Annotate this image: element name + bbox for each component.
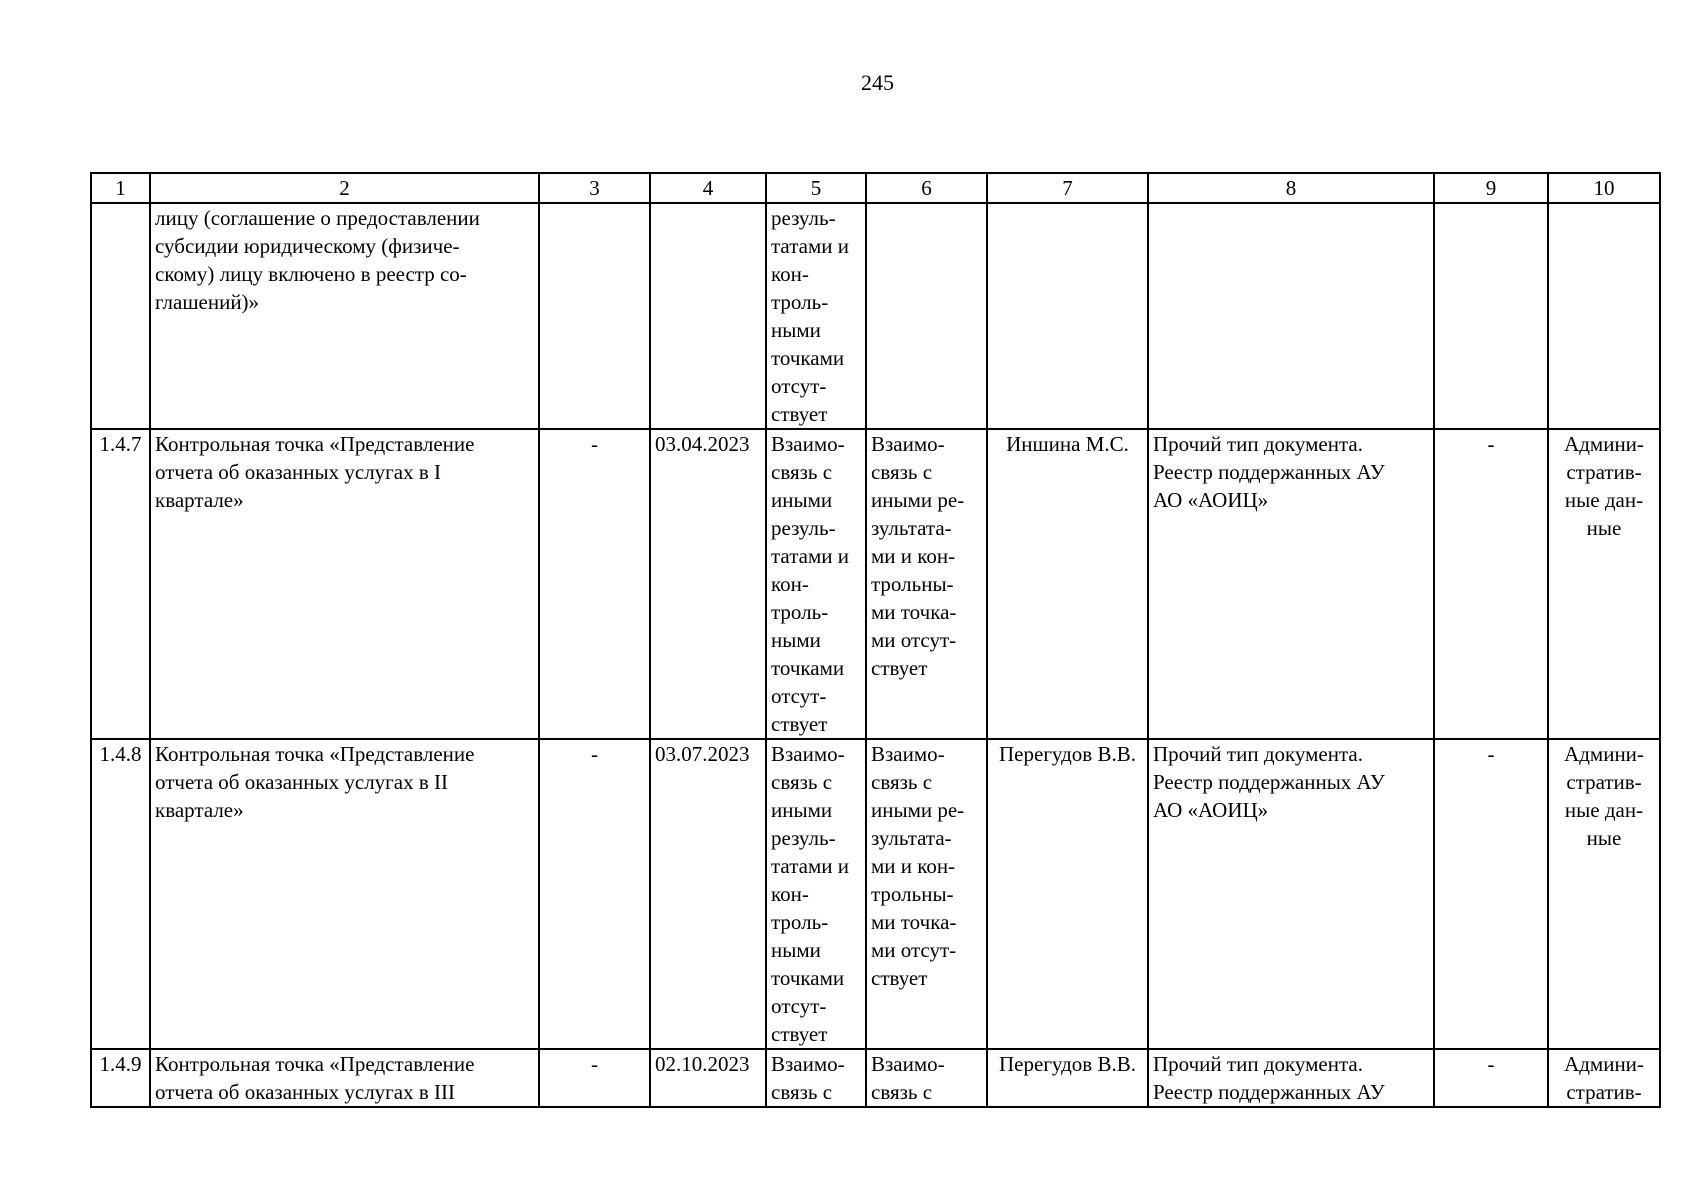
cell-text: - — [591, 742, 598, 766]
column-9-cell — [1434, 429, 1548, 739]
table-row — [91, 429, 1660, 739]
cell-text: 03.04.2023 — [655, 432, 750, 456]
relation-cell-2 — [866, 1049, 987, 1107]
column-3-cell — [539, 429, 650, 739]
description-cell — [150, 1049, 539, 1107]
relation-cell — [766, 429, 866, 739]
column-header-7: 7 — [987, 173, 1148, 203]
column-header-10: 10 — [1548, 173, 1660, 203]
column-3-cell — [539, 1049, 650, 1107]
cell-text: Иншина М.С. — [1006, 432, 1129, 456]
column-3-cell — [539, 203, 650, 429]
column-header-4: 4 — [650, 173, 766, 203]
cell-text: 02.10.2023 — [655, 1052, 750, 1076]
table-row — [91, 1049, 1660, 1107]
responsible-cell — [987, 203, 1148, 429]
column-header-3: 3 — [539, 173, 650, 203]
data-source-cell — [1548, 1049, 1660, 1107]
document-type-cell — [1148, 739, 1434, 1049]
relation-cell-2 — [866, 429, 987, 739]
description-cell — [150, 739, 539, 1049]
description-cell — [150, 429, 539, 739]
cell-text: резуль- татами и кон- троль- ными точками отсут- ствует — [771, 206, 849, 426]
date-cell — [650, 203, 766, 429]
relation-cell-2 — [866, 203, 987, 429]
cell-text: Админи- стратив- ные дан- ные — [1564, 432, 1644, 540]
cell-text: - — [1487, 432, 1495, 456]
document-type-cell — [1148, 203, 1434, 429]
row-number-cell — [91, 203, 150, 429]
cell-text: 1.4.7 — [99, 432, 142, 456]
column-header-6: 6 — [866, 173, 987, 203]
relation-cell — [766, 1049, 866, 1107]
cell-text: лицу (соглашение о предоставлении субсидии юридическому (физиче- скому) лицу включено в реестр со- глашений)» — [155, 206, 480, 314]
date-cell — [650, 739, 766, 1049]
cell-text: - — [591, 432, 598, 456]
date-cell — [650, 1049, 766, 1107]
cell-text: Взаимо- связь с — [871, 1052, 945, 1104]
row-number-cell — [91, 1049, 150, 1107]
date-cell — [650, 429, 766, 739]
cell-text: Взаимо- связь с иными резуль- татами и кон- троль- ными точками отсут- ствует — [771, 432, 849, 736]
table-header-row — [91, 173, 1660, 203]
cell-text: Перегудов В.В. — [999, 1052, 1136, 1076]
data-source-cell — [1548, 739, 1660, 1049]
cell-text: Взаимо- связь с иными резуль- татами и кон- троль- ными точками отсут- ствует — [771, 742, 849, 1046]
responsible-cell — [987, 1049, 1148, 1107]
column-header-5: 5 — [766, 173, 866, 203]
table-row — [91, 739, 1660, 1049]
table-row — [91, 203, 1660, 429]
column-9-cell — [1434, 203, 1548, 429]
cell-text: Перегудов В.В. — [999, 742, 1136, 766]
cell-text: Взаимо- связь с иными ре- зультата- ми и кон- трольны- ми точка- ми отсут- ствует — [871, 432, 965, 680]
column-9-cell — [1434, 739, 1548, 1049]
row-number-cell — [91, 739, 150, 1049]
responsible-cell — [987, 739, 1148, 1049]
cell-text: Контрольная точка «Представление отчета об оказанных услугах в II квартале» — [155, 742, 475, 822]
data-source-cell — [1548, 203, 1660, 429]
relation-cell-2 — [866, 739, 987, 1049]
document-type-cell — [1148, 1049, 1434, 1107]
cell-text: Админи- стратив- ные дан- ные — [1564, 742, 1644, 850]
column-header-2: 2 — [150, 173, 539, 203]
cell-text: 1.4.8 — [99, 742, 142, 766]
column-3-cell — [539, 739, 650, 1049]
cell-text: 03.07.2023 — [655, 742, 750, 766]
data-source-cell — [1548, 429, 1660, 739]
cell-text: - — [591, 1052, 598, 1076]
column-header-9: 9 — [1434, 173, 1548, 203]
cell-text: Взаимо- связь с иными ре- зультата- ми и кон- трольны- ми точка- ми отсут- ствует — [871, 742, 965, 990]
cell-text: - — [1487, 742, 1495, 766]
relation-cell — [766, 739, 866, 1049]
cell-text: Контрольная точка «Представление отчета об оказанных услугах в I квартале» — [155, 432, 475, 512]
cell-text: - — [1487, 1052, 1495, 1076]
responsible-cell — [987, 429, 1148, 739]
relation-cell — [766, 203, 866, 429]
cell-text: 1.4.9 — [99, 1052, 142, 1076]
cell-text: Прочий тип документа. Реестр поддержанных АУ АО «АОИЦ» — [1153, 742, 1385, 822]
column-header-8: 8 — [1148, 173, 1434, 203]
column-header-1: 1 — [91, 173, 150, 203]
cell-text: Контрольная точка «Представление отчета об оказанных услугах в III — [155, 1052, 475, 1104]
cell-text: Взаимо- связь с — [771, 1052, 845, 1104]
description-cell — [150, 203, 539, 429]
column-9-cell — [1434, 1049, 1548, 1107]
page-number: 245 — [861, 70, 894, 95]
cell-text: Прочий тип документа. Реестр поддержанных АУ АО «АОИЦ» — [1153, 432, 1385, 512]
document-table — [90, 172, 1661, 1108]
document-type-cell — [1148, 429, 1434, 739]
cell-text: Прочий тип документа. Реестр поддержанных АУ — [1153, 1052, 1385, 1104]
cell-text: Админи- стратив- — [1564, 1052, 1644, 1104]
row-number-cell — [91, 429, 150, 739]
